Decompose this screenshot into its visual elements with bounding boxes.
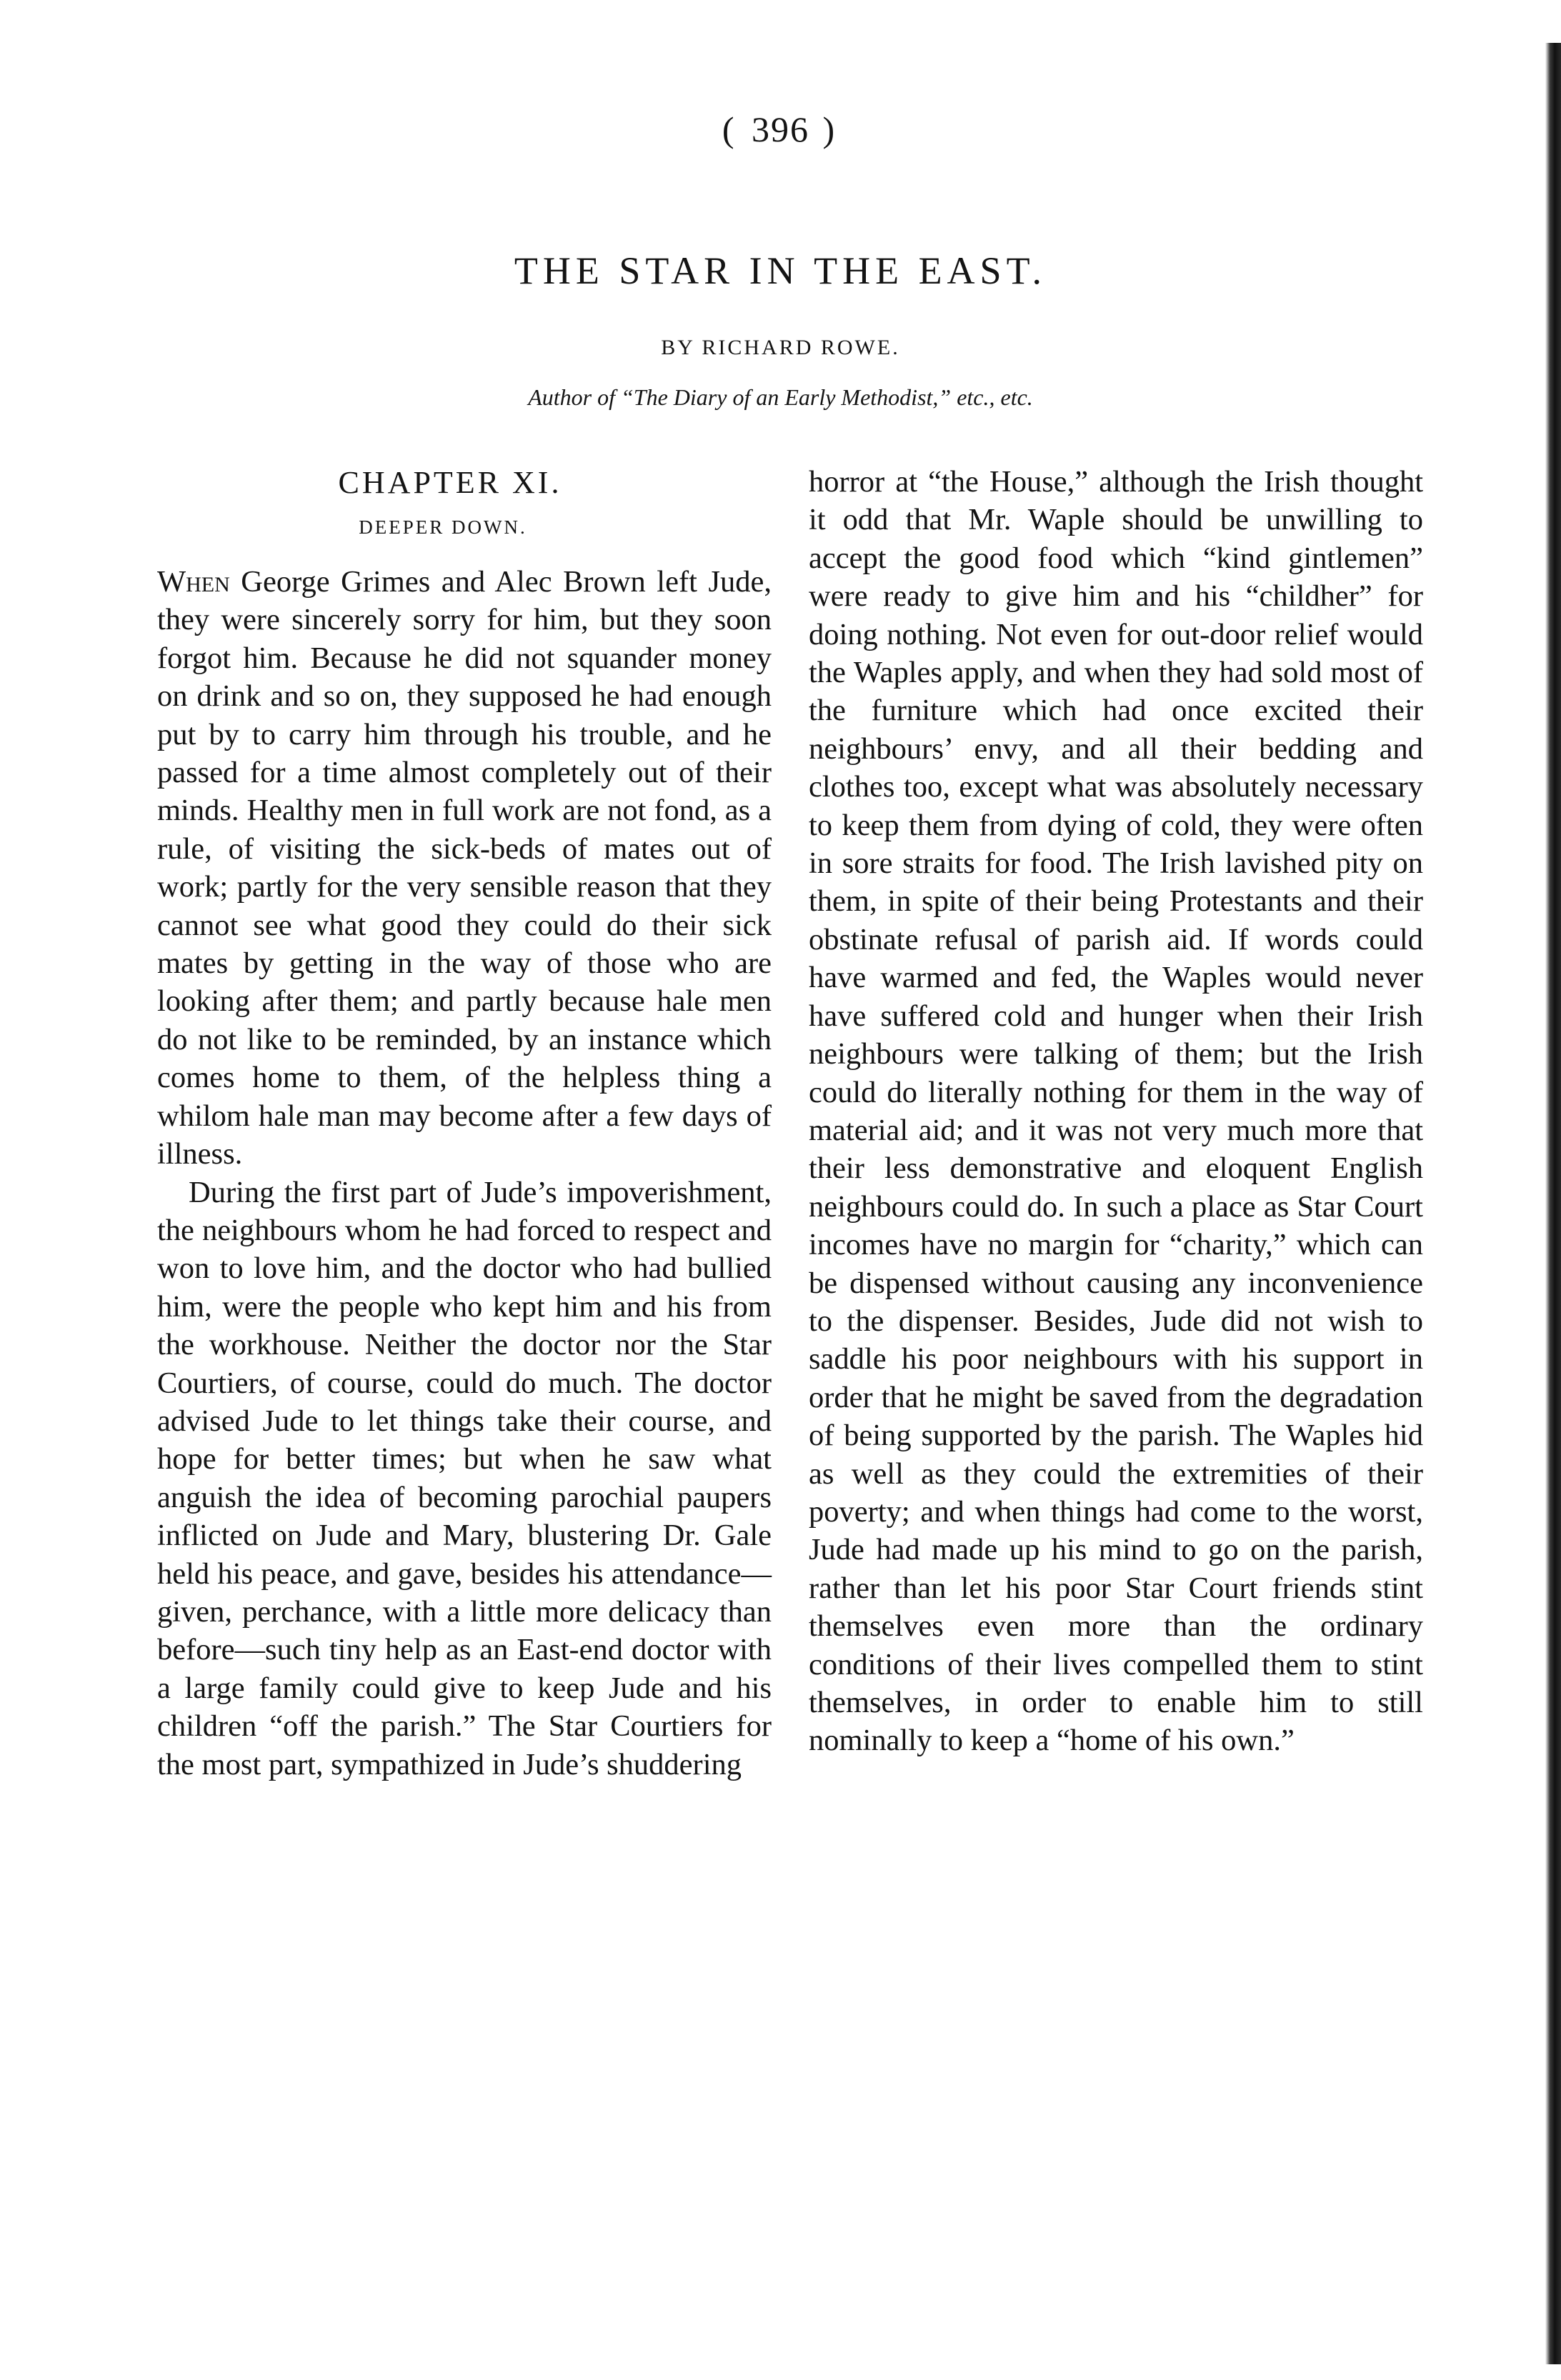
right-column	[809, 463, 1423, 1760]
paragraph-1	[157, 563, 772, 1174]
drop-word: When	[157, 565, 230, 599]
left-column	[157, 463, 772, 1784]
article-title: THE STAR IN THE EAST.	[514, 249, 1047, 292]
paragraph-1-text: George Grimes and Alec Brown left Jude, they were sincerely sorry for him, but they soon forgot him. Because he did not squander money on drink and so on, they supposed he had enough put by to carry him through his trouble, and he passed for a time almost completely out of their minds. Healthy men in full work are not fond, as a rule, of visiting the sick-beds of mates out of work; partly for the very sensible reason that they cannot see what good they could do their sick mates by getting in the way of those who are looking after them; and partly because hale men do not like to be reminded, by an instance which comes home to them, of the helpless thing a whilom hale man may become after a few days of illness.	[157, 565, 772, 1171]
paragraph-3: horror at “the House,” although the Irish thought it odd that Mr. Waple should be unwilling to accept the good food which “kind gintlemen” were ready to give him and his “childher” for doing nothing. Not even for out-door relief would the Waples apply, and when they had sold most of the furniture which had once excited their neighbours’ envy, and all their bedding and clothes too, except what was absolutely necessary to keep them from dying of cold, they were often in sore straits for food. The Irish lavished pity on them, in spite of their being Protestants and their obstinate refusal of parish aid. If words could have warmed and fed, the Waples would never have suffered cold and hunger when their Irish neighbours were talking of them; but the Irish could do literally nothing for them in the way of material aid; and it was not very much more that their less demonstrative and eloquent English neighbours could do. In such a place as Star Court incomes have no margin for “charity,” which can be dispensed without causing any inconvenience to the dispenser. Besides, Jude did not wish to saddle his poor neighbours with his support in order that he might be saved from the degradation of being supported by the parish. The Waples hid as well as they could the extremities of their poverty; and when things had come to the worst, Jude had made up his mind to go on the parish, rather than let his poor Star Court friends stint themselves even more than the ordinary conditions of their lives compelled them to stint themselves, in order to enable him to still nominally to keep a “home of his own.”	[809, 465, 1423, 1758]
scan-edge-shadow	[1545, 43, 1561, 2364]
author-attribution: Author of “The Diary of an Early Methodist,” etc., etc.	[528, 384, 1033, 410]
page-number	[0, 109, 1561, 150]
page-number-close-paren: )	[822, 109, 839, 149]
chapter-heading: CHAPTER XI.	[338, 465, 562, 500]
page-number-value: 396	[752, 109, 809, 149]
paragraph-2: During the first part of Jude’s impoverishment, the neighbours whom he had forced to respect and won to love him, and the doctor who had bullied him, were the people who kept him and his from the workhouse. Neither the doctor nor the Star Courtiers, of course, could do much. The doctor advised Jude to let things take their course, and hope for better times; but when he saw what anguish the idea of becoming parochial paupers inflicted on Jude and Mary, blustering Dr. Gale held his peace, and gave, besides his attendance—given, perchance, with a little more delicacy than before—such tiny help as an East-end doctor with a large family could give to keep Jude and his children “off the parish.” The Star Courtiers for the most part, sympathized in Jude’s shuddering	[157, 1175, 772, 1781]
chapter-subheading: DEEPER DOWN.	[359, 516, 527, 538]
page-number-open-paren: (	[722, 109, 739, 149]
article-byline: BY RICHARD ROWE.	[661, 336, 900, 359]
